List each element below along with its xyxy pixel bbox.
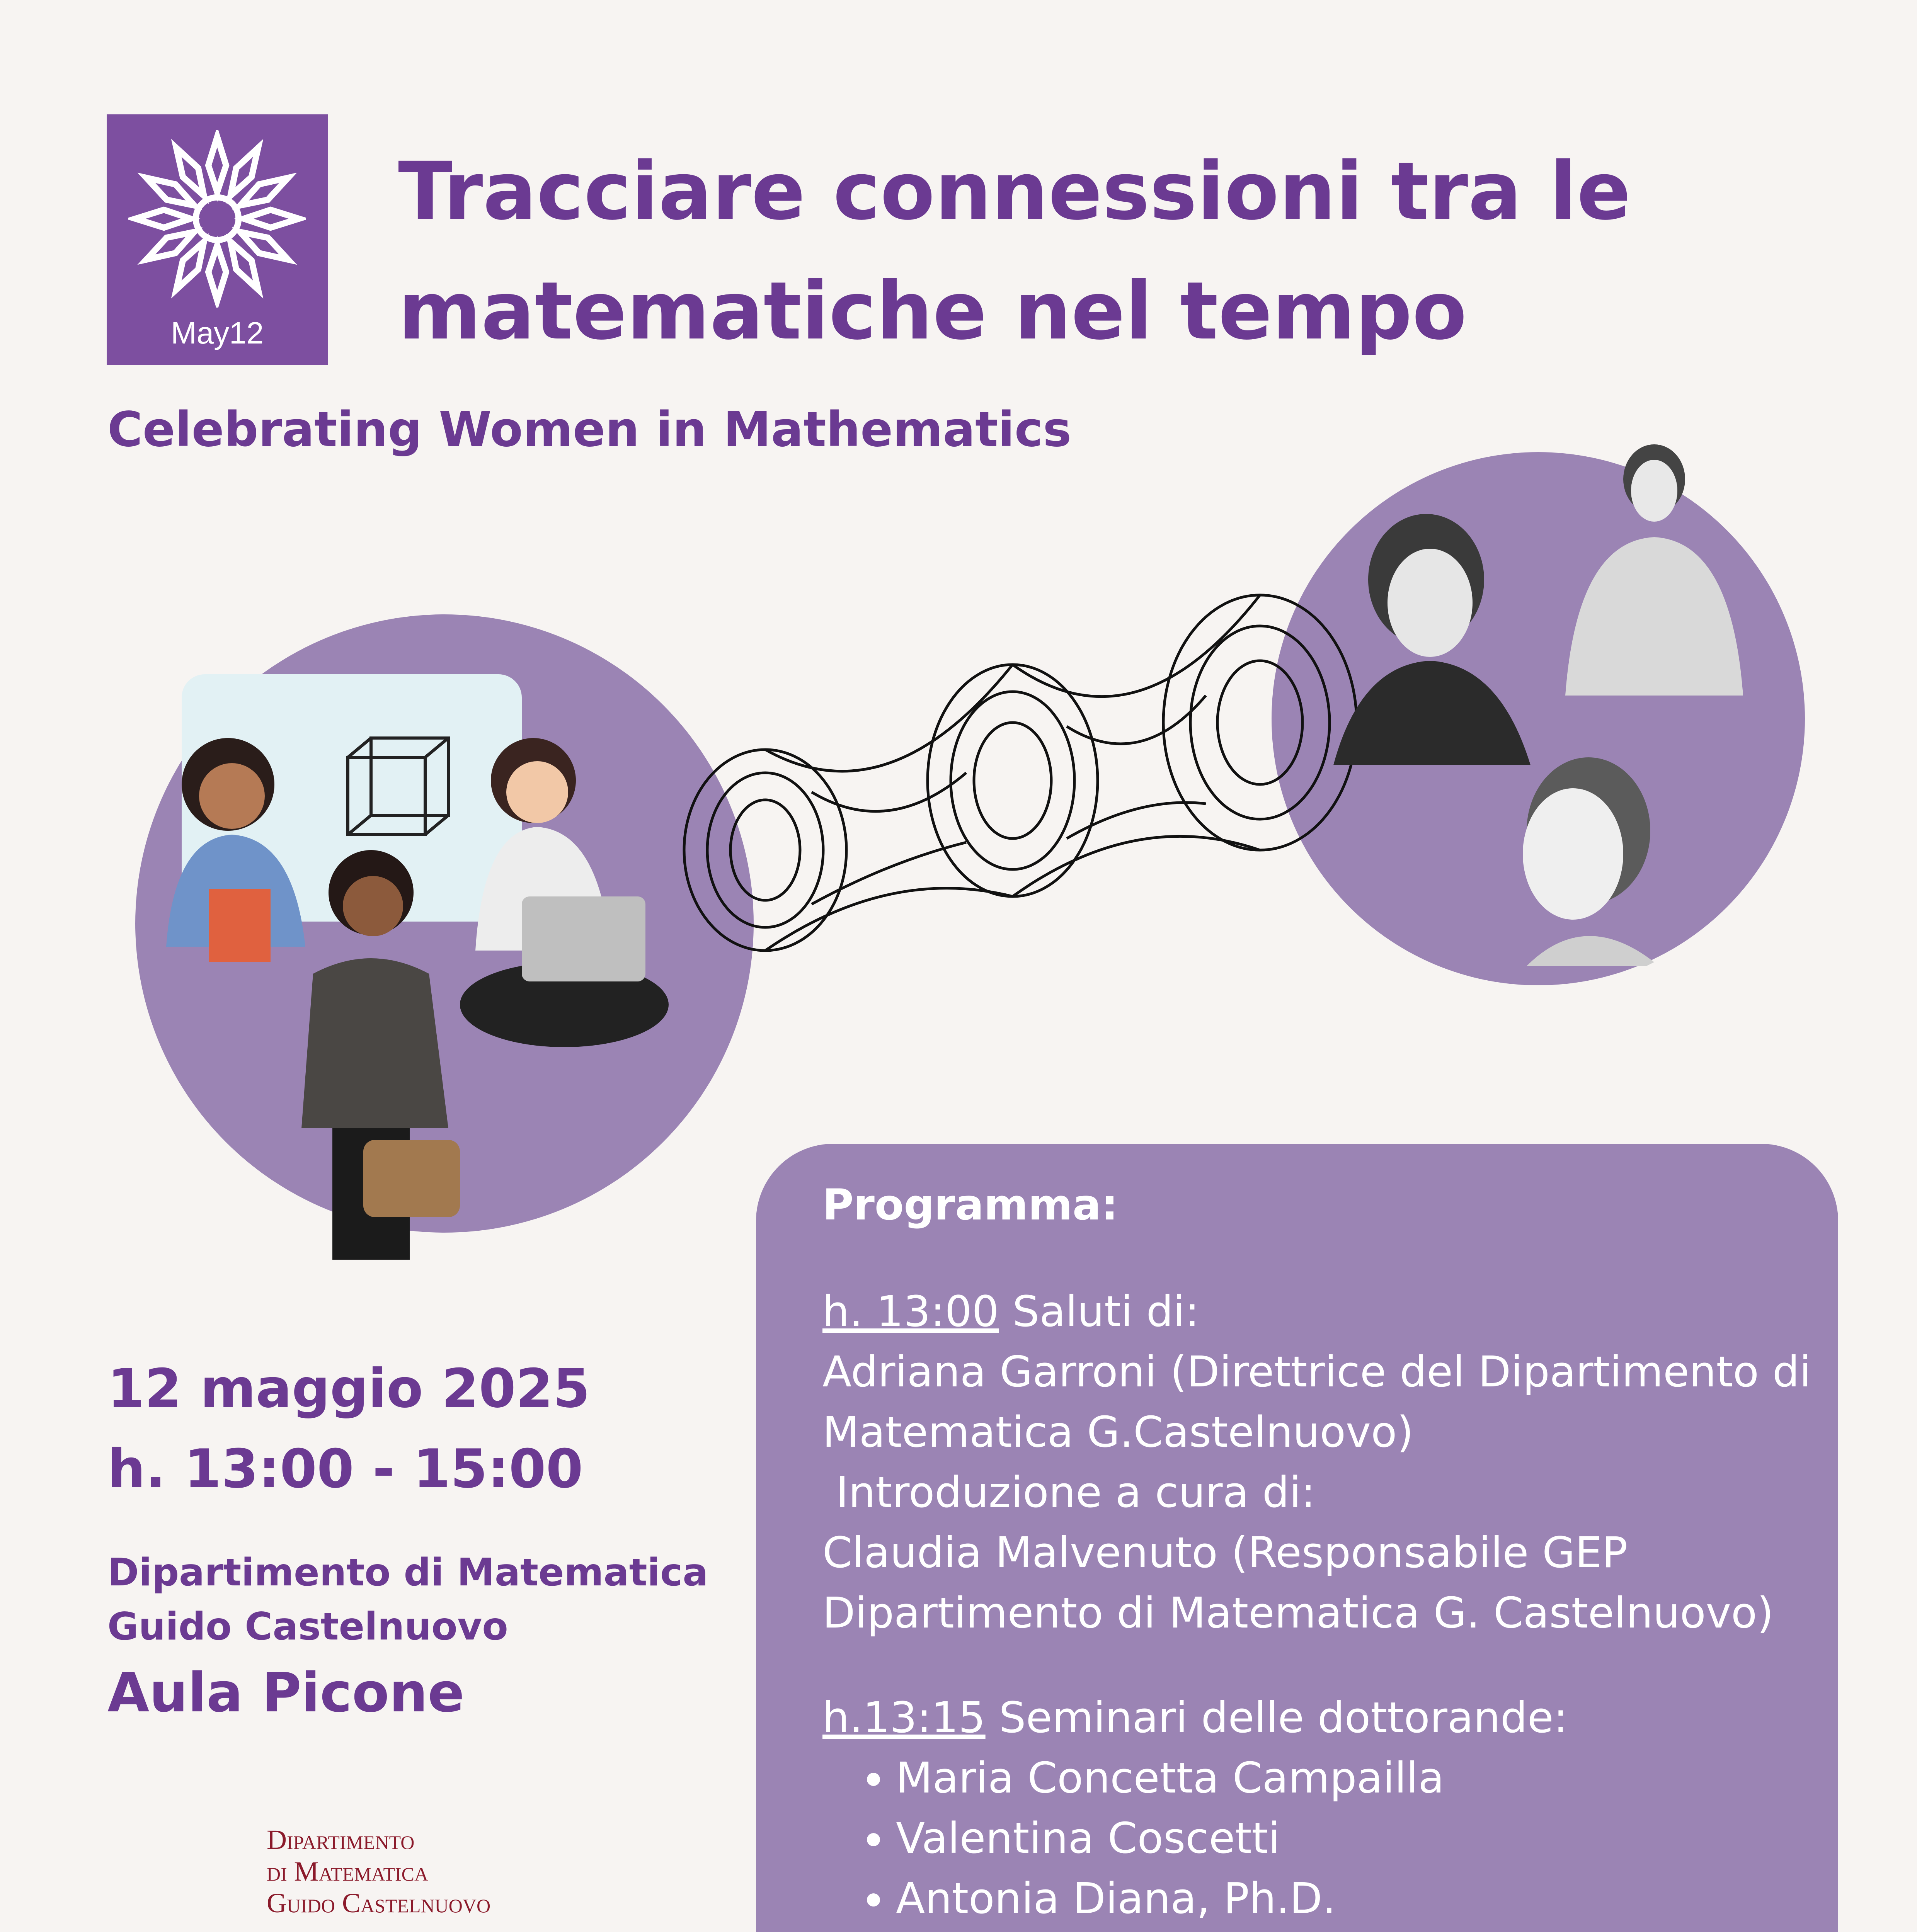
- speaker-item: • Maria Concetta Campailla: [896, 1748, 1812, 1808]
- page-subtitle: Celebrating Women in Mathematics: [107, 402, 1072, 457]
- department-logo: [267, 1824, 490, 1919]
- laptop-icon: [522, 896, 645, 981]
- session-1-time: h. 13:00: [822, 1287, 999, 1336]
- program-heading: Programma:: [822, 1180, 1119, 1230]
- event-department: [107, 1546, 708, 1654]
- session-1-header: [822, 1281, 1812, 1342]
- program-panel: [756, 1144, 1838, 1932]
- program-content: [822, 1175, 1812, 1932]
- dept-logo-line-2: di Matematica: [267, 1856, 429, 1887]
- speaker-item: • Antonia Diana, Ph.D.: [896, 1868, 1812, 1929]
- dept-line-2: Guido Castelnuovo: [107, 1605, 508, 1649]
- session-2-header: [822, 1687, 1812, 1748]
- session-1-line-1: Adriana Garroni (Direttrice del Dipartimento di: [822, 1347, 1811, 1396]
- session-1-line-4: Claudia Malvenuto (Responsabile GEP: [822, 1528, 1628, 1577]
- session-2-time: h.13:15: [822, 1693, 986, 1742]
- title-line-1: Tracciare connessioni tra le: [398, 145, 1631, 238]
- session-1-label: Saluti di:: [999, 1287, 1200, 1336]
- session-1-line-5: Dipartimento di Matematica G. Castelnuovo): [822, 1588, 1774, 1638]
- event-datetime: [107, 1349, 590, 1509]
- event-room: Aula Picone: [107, 1662, 465, 1725]
- speaker-list: [822, 1748, 1812, 1932]
- session-2-label: Seminari delle dottorande:: [985, 1693, 1568, 1742]
- dept-logo-line-3: Guido Castelnuovo: [267, 1888, 491, 1918]
- title-line-2: matematiche nel tempo: [398, 265, 1467, 357]
- speaker-item: • Valentina Coscetti: [896, 1808, 1812, 1868]
- logo-text: May12: [170, 316, 264, 350]
- dept-logo-line-1: Dipartimento: [267, 1824, 415, 1855]
- session-1-line-2: Matematica G.Castelnuovo): [822, 1407, 1414, 1457]
- bag-icon: [363, 1140, 460, 1217]
- event-date: 12 maggio 2025: [107, 1357, 590, 1420]
- speaker-item: [896, 1929, 1812, 1932]
- event-time: h. 13:00 - 15:00: [107, 1438, 583, 1500]
- session-1-line-3: Introduzione a cura di:: [822, 1468, 1316, 1517]
- dept-line-1: Dipartimento di Matematica: [107, 1551, 708, 1595]
- wireframe-surface: [684, 595, 1357, 951]
